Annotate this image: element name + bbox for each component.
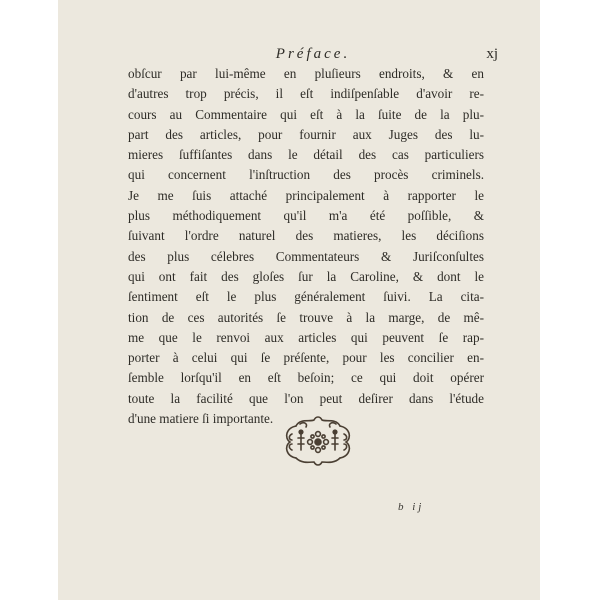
signature-mark: b ij [398, 501, 425, 513]
text-line: ſemble lorſqu'il en eſt beſoin; ce qui doit opérer [128, 370, 484, 386]
fleuron-ornament-icon [270, 412, 366, 470]
text-line: Je me ſuis attaché principalement à rapporter le [128, 187, 484, 203]
text-line: des plus célebres Commentateurs & Juriſconſultes [128, 248, 484, 264]
book-page [58, 0, 540, 600]
text-line: part des articles, pour fournir aux Juges des lu- [128, 126, 484, 142]
preface-text [128, 64, 484, 429]
text-line: d'une matiere ſi importante. [128, 411, 274, 427]
page-number: xj [486, 46, 498, 62]
text-line: ſentiment eſt le plus généralement ſuivi. La cita- [128, 289, 484, 305]
header-title: Préface. [275, 46, 351, 62]
text-line: mieres ſuffiſantes dans le détail des cas particuliers [128, 147, 484, 163]
text-line: toute la facilité que l'on peut deſirer dans l'étude [128, 390, 484, 406]
text-line: cours au Commentaire qui eſt à la ſuite de la plu- [128, 106, 484, 122]
text-line: porter à celui qui ſe préſente, pour les concilier en- [128, 350, 484, 366]
text-line: obſcur par lui-même en pluſieurs endroits, & en [128, 66, 484, 81]
text-line: ſuivant l'ordre naturel des matieres, les déciſions [128, 228, 484, 244]
text-line: tion de ces autorités ſe trouve à la marge, de mê- [128, 309, 484, 325]
text-line: d'autres trop précis, il eſt indiſpenſable d'avoir re- [128, 86, 484, 102]
text-line: me que le renvoi aux articles qui peuvent ſe rap- [128, 329, 484, 345]
text-line: plus méthodiquement qu'il m'a été poſſible, & [128, 208, 484, 224]
text-line: qui ont fait des gloſes ſur la Caroline, & dont le [128, 268, 484, 284]
text-line: qui concernent l'inſtruction des procès criminels. [128, 167, 484, 183]
